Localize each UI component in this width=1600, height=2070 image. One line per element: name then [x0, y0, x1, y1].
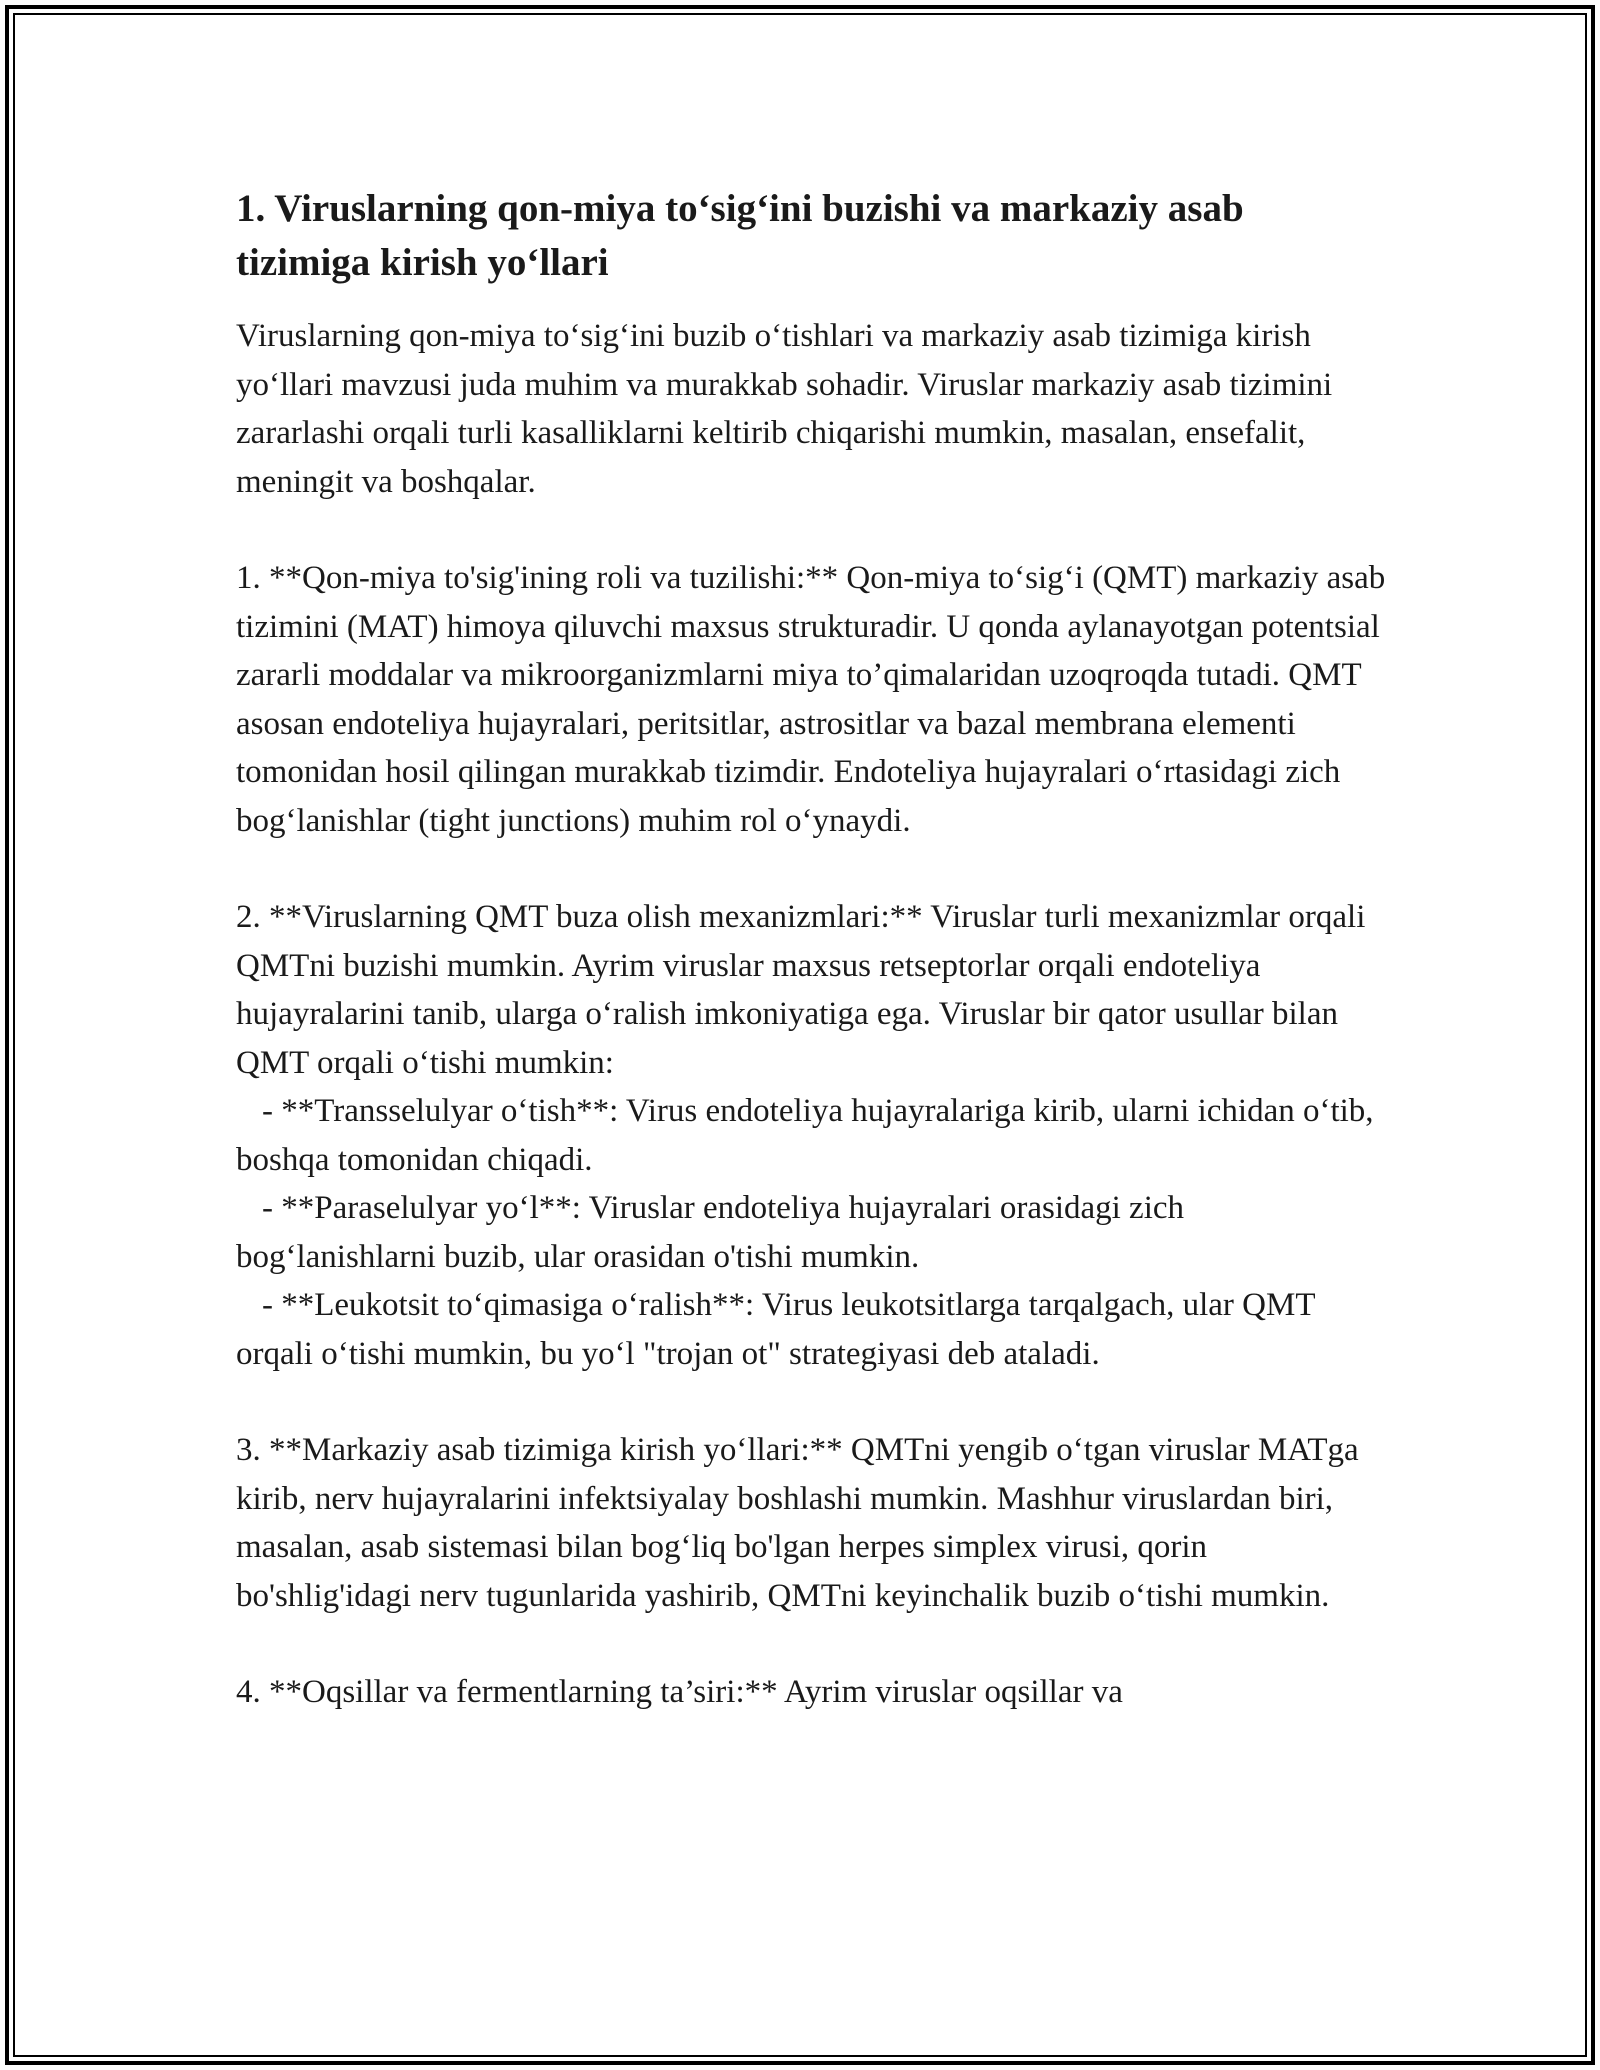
section-2-paragraph: 2. **Viruslarning QMT buza olish mexanizmlari:** Viruslar turli mexanizmlar orqali QMTni buzishi mumkin. Ayrim viruslar maxsus retseptorlar orqali endoteliya hujayralarini tanib, ularga o‘ralish imkoniyatiga ega. Viruslar bir qator usullar bilan QMT orqali o‘tishi mumkin: [236, 899, 1366, 1081]
section-3-paragraph: 3. **Markaziy asab tizimiga kirish yo‘llari:** QMTni yengib o‘tgan viruslar MATga kirib, nerv hujayralarini infektsiyalay boshlashi mumkin. Mashhur viruslardan biri, masalan, asab sistemasi bilan bog‘liq bo'lgan herpes simplex virusi, qorin bo'shlig'idagi nerv tugunlarida yashirib, QMTni keyinchalik buzib o‘tishi mumkin. [236, 1432, 1359, 1614]
section-2-list-item: - **Paraselulyar yo‘l**: Viruslar endoteliya hujayralari orasidagi zich bog‘lanishlarni buzib, ular orasidan o'tishi mumkin. [236, 1190, 1185, 1275]
section-1-paragraph: 1. **Qon-miya to'sig'ining roli va tuzilishi:** Qon-miya to‘sig‘i (QMT) markaziy asab tizimini (MAT) himoya qiluvchi maxsus strukturadir. U qonda aylanayotgan potentsial zararli moddalar va mikroorganizmlarni miya to’qimalaridan uzoqroqda tutadi. QMT asosan endoteliya hujayralari, peritsitlar, astrositlar va bazal membrana elementi tomonidan hosil qilingan murakkab tizimdir. Endoteliya hujayralari o‘rtasidagi zich bog‘lanishlar (tight junctions) muhim rol o‘ynaydi. [236, 560, 1386, 839]
section-2-list-item: - **Leukotsit to‘qimasiga o‘ralish**: Virus leukotsitlarga tarqalgach, ular QMT orqali o‘tishi mumkin, bu yo‘l "trojan ot" strategiyasi deb ataladi. [236, 1287, 1315, 1372]
section-2-list-item: - **Transselulyar o‘tish**: Virus endoteliya hujayralariga kirib, ularni ichidan o‘tib, boshqa tomonidan chiqadi. [236, 1093, 1374, 1178]
document-title: 1. Viruslarning qon-miya to‘sig‘ini buzishi va markaziy asab tizimiga kirish yo‘llari [236, 187, 1244, 284]
document-body [236, 182, 1386, 1717]
intro-paragraph: Viruslarning qon-miya to‘sig‘ini buzib o‘tishlari va markaziy asab tizimiga kirish yo‘llari mavzusi juda muhim va murakkab sohadir. Viruslar markaziy asab tizimini zararlashi orqali turli kasalliklarni keltirib chiqarishi mumkin, masalan, ensefalit, meningit va boshqalar. [236, 318, 1333, 500]
section-2-block [236, 893, 1386, 1378]
section-4-paragraph: 4. **Oqsillar va fermentlarning ta’siri:** Ayrim viruslar oqsillar va [236, 1674, 1123, 1710]
